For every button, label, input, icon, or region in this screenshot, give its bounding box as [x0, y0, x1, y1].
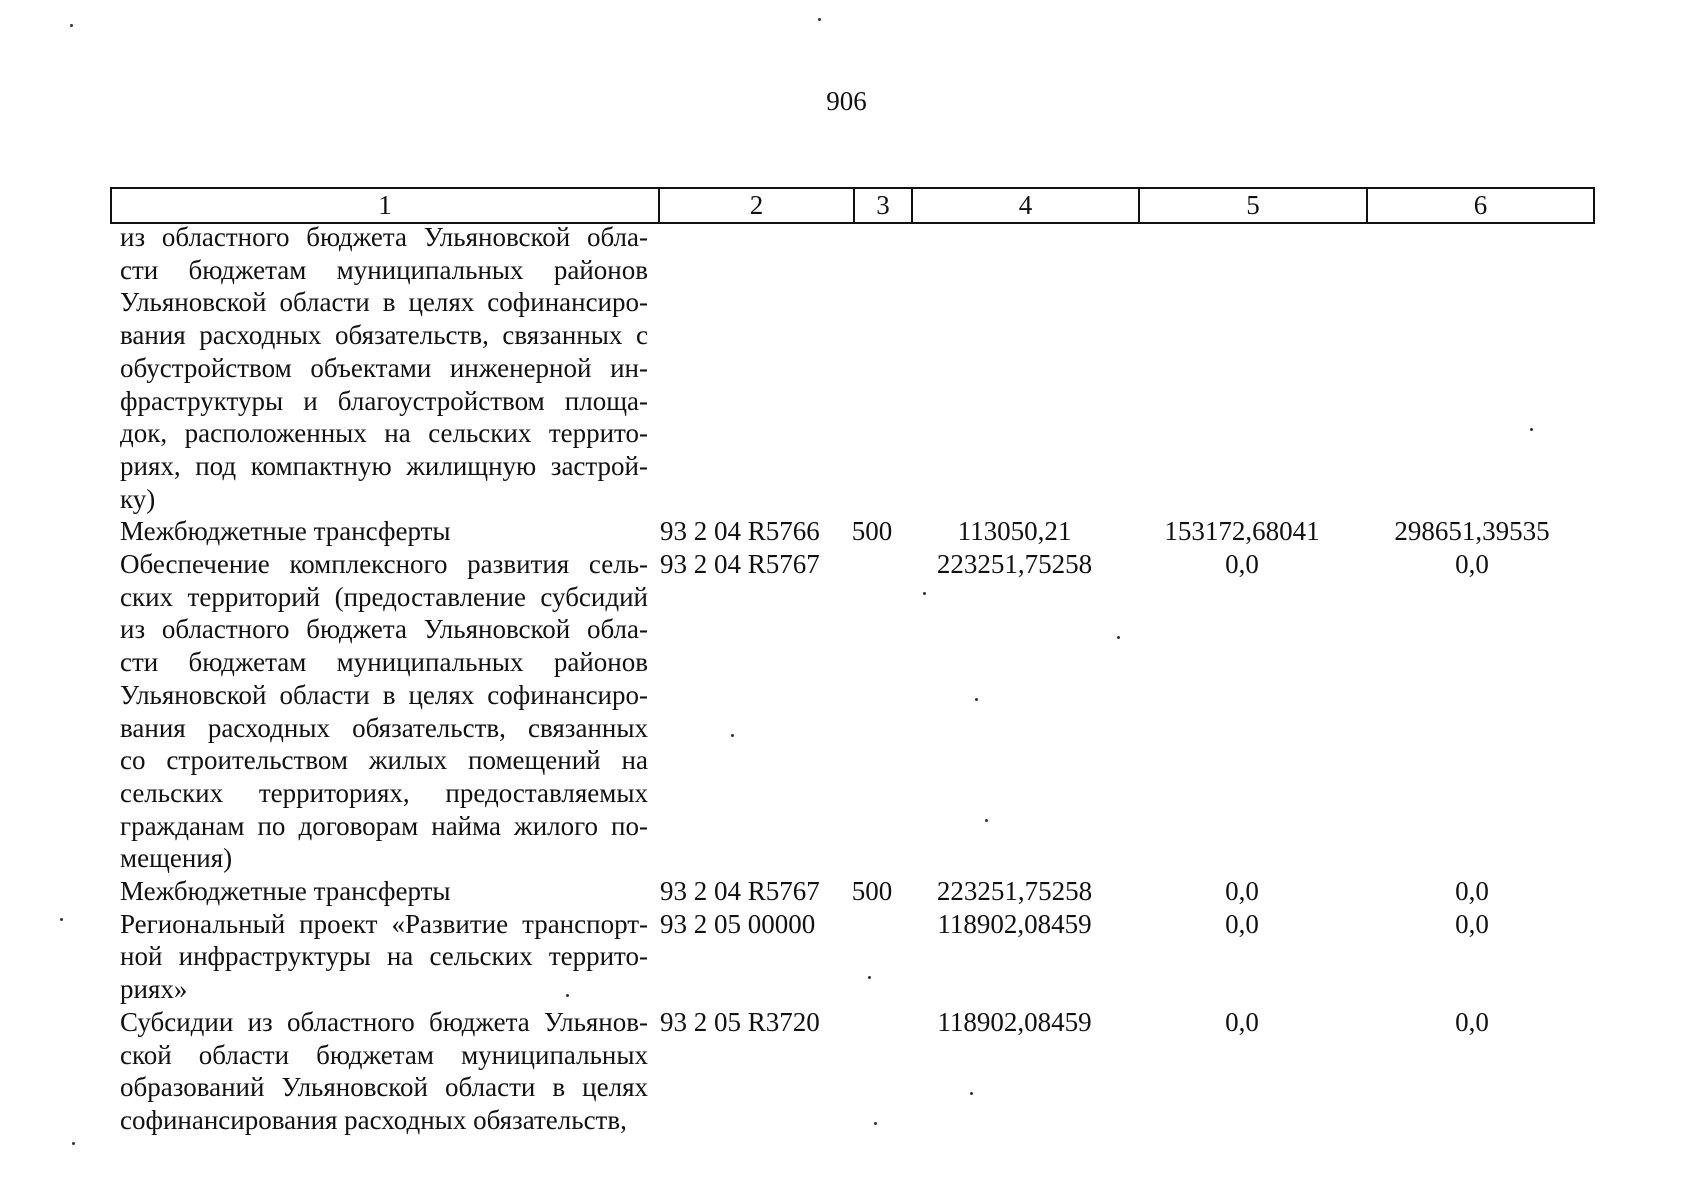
row-name-line: Ульяновской области в целях софинансиро- [120, 287, 648, 318]
row-value-col4: 223251,75258 [936, 549, 1093, 580]
row-value-col4: 118902,08459 [937, 908, 1092, 939]
row-name-line: из областного бюджета Ульяновской обла- [120, 222, 648, 252]
scan-speck [72, 1142, 75, 1145]
scan-speck [566, 994, 569, 997]
column-header-5: 5 [1139, 188, 1367, 223]
row-code: 93 2 04 R5766 [660, 516, 820, 547]
scan-speck [70, 24, 73, 27]
scan-speck [874, 1122, 877, 1125]
row-name [110, 221, 648, 515]
table-row [110, 221, 1588, 515]
row-name-line: сельских территориях, предоставляемых [120, 777, 648, 808]
budget-table-body [110, 221, 1588, 1137]
table-row [110, 548, 1588, 875]
row-code: 93 2 04 R5767 [660, 876, 820, 907]
row-name [110, 908, 648, 1006]
column-header-6: 6 [1367, 188, 1594, 223]
row-name-line: ской области бюджетам муниципальных [120, 1039, 648, 1070]
row-value-col4: 113050,21 [957, 516, 1072, 547]
row-code: 93 2 05 00000 [660, 908, 816, 939]
row-name-line: ной инфраструктуры на сельских террито- [120, 941, 648, 972]
row-name-line: Ульяновской области в целях софинансиро- [120, 679, 648, 710]
row-name-line: Межбюджетные трансферты [120, 516, 451, 547]
row-name-line: док, расположенных на сельских террито- [120, 418, 648, 449]
row-name-line: Межбюджетные трансферты [120, 876, 451, 907]
column-header-2: 2 [659, 188, 854, 223]
row-value-col6: 0,0 [1455, 549, 1489, 580]
row-expense-type: 500 [851, 876, 893, 907]
row-name-line: обустройством объектами инженерной ин- [120, 352, 648, 383]
row-value-col5: 0,0 [1225, 908, 1259, 939]
scan-speck [970, 1092, 973, 1095]
row-value-col5: 0,0 [1225, 1006, 1259, 1037]
row-value-col4: 223251,75258 [936, 876, 1093, 907]
table-row [110, 1006, 1588, 1137]
scan-speck [60, 918, 63, 921]
row-name-line: мещения) [120, 843, 233, 874]
scan-speck [975, 698, 978, 701]
row-name-line: вания расходных обязательств, связанных с [120, 320, 648, 351]
row-code: 93 2 05 R3720 [660, 1006, 820, 1037]
row-name-line: риях, под компактную жилищную застрой- [120, 450, 648, 481]
row-value-col5: 153172,68041 [1164, 516, 1320, 547]
row-name-line: Обеспечение комплексного развития сель- [120, 549, 648, 580]
column-header-1: 1 [111, 188, 659, 223]
row-name-line: со строительством жилых помещений на [120, 745, 648, 776]
column-header-3: 3 [854, 188, 912, 223]
row-value-col6: 298651,39535 [1394, 516, 1550, 547]
row-name [110, 548, 648, 875]
column-header-row [110, 187, 1595, 224]
row-value-col6: 0,0 [1455, 1006, 1489, 1037]
row-name-line: Субсидии из областного бюджета Ульянов- [120, 1006, 648, 1037]
row-code: 93 2 04 R5767 [660, 549, 820, 580]
row-name-line: софинансирования расходных обязательств, [120, 1104, 627, 1135]
row-name-line: вания расходных обязательств, связанных [120, 712, 648, 743]
row-value-col4: 118902,08459 [937, 1006, 1092, 1037]
row-name-line: сти бюджетам муниципальных районов [120, 647, 648, 678]
scan-speck [1117, 636, 1120, 639]
table-row [110, 875, 1588, 908]
row-name-line: из областного бюджета Ульяновской обла- [120, 614, 648, 645]
row-value-col5: 0,0 [1225, 549, 1259, 580]
row-name-line: ку) [120, 483, 156, 514]
row-name-line: фраструктуры и благоустройством площа- [120, 385, 648, 416]
scan-speck [923, 592, 926, 595]
row-name-line: образований Ульяновской области в целях [120, 1072, 648, 1103]
row-expense-type: 500 [851, 516, 893, 547]
row-name [110, 1006, 648, 1137]
row-value-col6: 0,0 [1455, 876, 1489, 907]
scan-speck [868, 976, 871, 979]
row-name-line: риях» [120, 974, 188, 1005]
row-name-line: Региональный проект «Развитие транспорт- [120, 908, 648, 939]
row-name-line: гражданам по договорам найма жилого по- [120, 810, 648, 841]
table-row [110, 515, 1588, 548]
column-header-4: 4 [912, 188, 1139, 223]
scan-speck [731, 734, 734, 737]
row-name-line: ских территорий (предоставление субсидий [120, 581, 648, 612]
row-value-col5: 0,0 [1225, 876, 1259, 907]
row-name [110, 875, 648, 908]
scan-speck [985, 819, 988, 822]
table-row [110, 908, 1588, 1006]
page-number: 906 [826, 86, 867, 116]
row-name-line: сти бюджетам муниципальных районов [120, 254, 648, 285]
scan-speck [1530, 428, 1533, 431]
scan-speck [818, 18, 821, 21]
row-name [110, 515, 648, 548]
row-value-col6: 0,0 [1455, 908, 1489, 939]
